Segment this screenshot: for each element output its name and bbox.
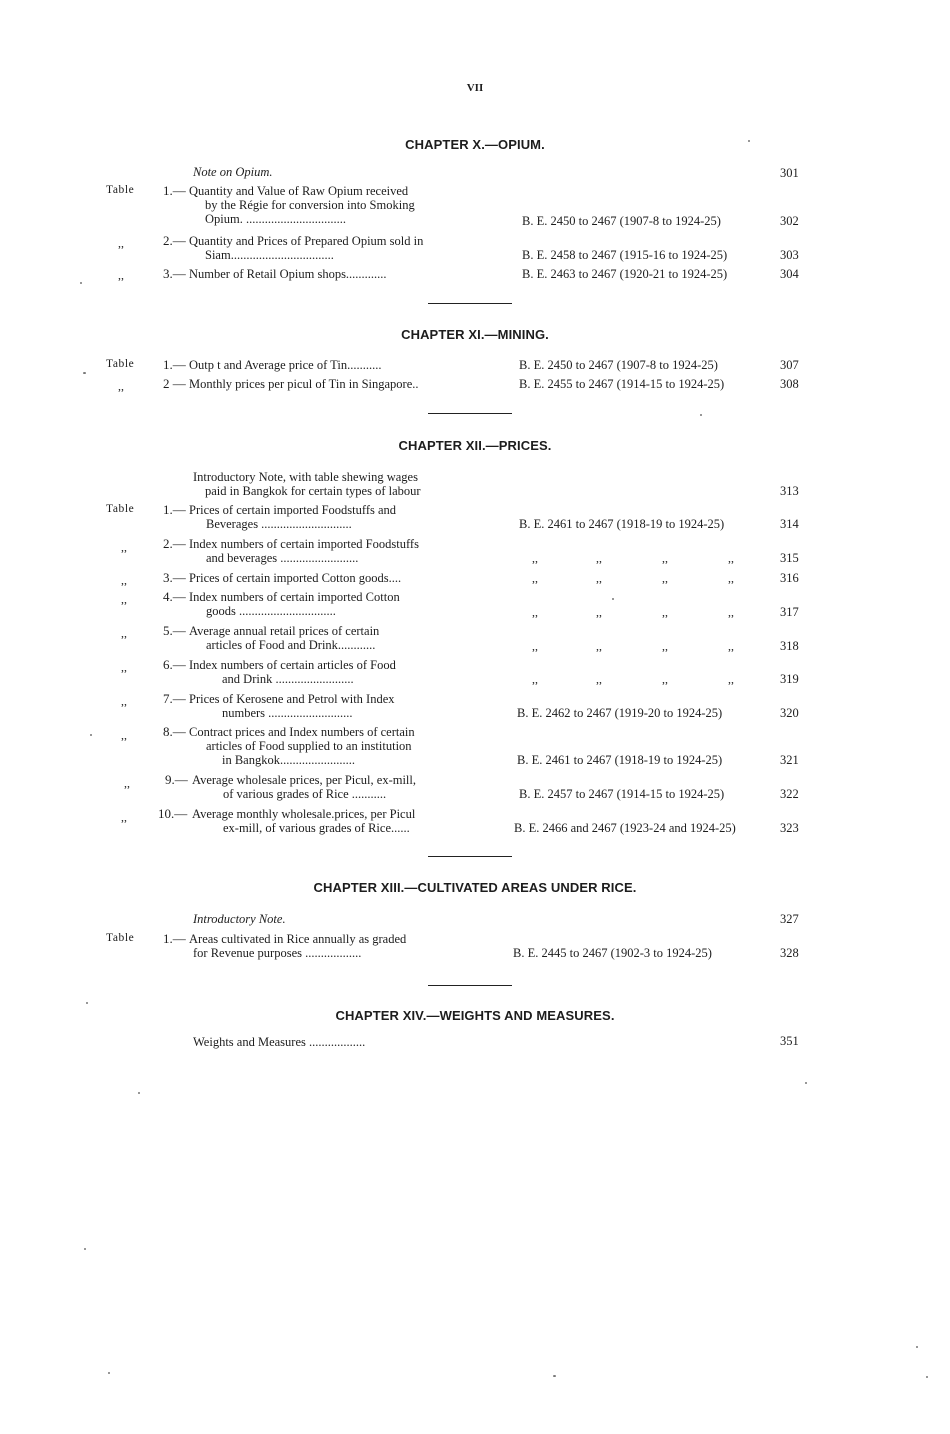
entry-description (189, 725, 415, 767)
scan-speck (108, 1372, 110, 1374)
entry-page: 328 (780, 946, 799, 960)
ditto-mark: ,, (662, 672, 668, 686)
chapter-xiii-title: CHAPTER XIII.—CULTIVATED AREAS UNDER RICE. (313, 880, 637, 895)
chapter-x-note: Note on Opium. (193, 165, 273, 179)
chapter-xii-title: CHAPTER XII.—PRICES. (398, 438, 552, 453)
entry-description-line: Average annual retail prices of certain (189, 624, 380, 638)
entry-description (192, 773, 416, 801)
entry-years: B. E. 2463 to 2467 (1920-21 to 1924-25) (522, 267, 728, 281)
entry-page: 314 (780, 517, 799, 531)
entry-number: 3.— (163, 266, 186, 281)
entry-page: 316 (780, 571, 799, 585)
scan-speck (84, 1248, 86, 1250)
ditto-mark: ,, (728, 571, 734, 585)
entry-description (189, 932, 406, 960)
table-label: Table (106, 932, 135, 944)
ditto-mark: ,, (662, 551, 668, 565)
ditto-mark: ,, (121, 592, 127, 606)
section-divider (428, 303, 512, 304)
ditto-mark: ,, (596, 551, 602, 565)
ditto-mark: ,, (118, 236, 124, 250)
entry-page: 320 (780, 706, 799, 720)
entry-number: 5.— (163, 623, 186, 638)
entry-description-line: Beverages ............................. (206, 517, 352, 531)
entry-description-line: of various grades of Rice ........... (223, 787, 387, 801)
entry-description-line: Average monthly wholesale.prices, per Picul (192, 807, 416, 821)
entry-description-line: articles of Food and Drink............ (206, 638, 376, 652)
entry-years: B. E. 2466 and 2467 (1923-24 and 1924-25) (514, 821, 736, 835)
entry-page: 315 (780, 551, 799, 565)
scan-speck (86, 1002, 88, 1004)
scan-speck (926, 1376, 928, 1378)
entry-page: 304 (780, 267, 799, 281)
entry-description-line: paid in Bangkok for certain types of labour (205, 484, 421, 498)
entry-page: 351 (780, 1034, 799, 1048)
entry-description (189, 184, 415, 226)
entry-number: 1.— (163, 502, 186, 517)
entry-description-line: Introductory Note, with table shewing wages (193, 470, 418, 484)
entry-page: 321 (780, 753, 799, 767)
entry-page: 308 (780, 377, 799, 391)
entry-description-line: and beverages ......................... (206, 551, 359, 565)
table-label: Table (106, 503, 135, 515)
entry-description-line: Outp t and Average price of Tin........... (189, 358, 382, 372)
entry-description (189, 537, 419, 565)
entry-description-line: Quantity and Value of Raw Opium received (189, 184, 409, 198)
entry-description-line: by the Régie for conversion into Smoking (205, 198, 415, 212)
entry-number: 6.— (163, 657, 186, 672)
entry-description (193, 1035, 365, 1049)
entry-years: B. E. 2461 to 2467 (1918-19 to 1924-25) (517, 753, 723, 767)
ditto-mark: ,, (728, 605, 734, 619)
scan-speck (612, 598, 614, 600)
entry-description-line: and Drink ......................... (222, 672, 354, 686)
entry-years: B. E. 2455 to 2467 (1914-15 to 1924-25) (519, 377, 725, 391)
scan-speck (90, 734, 92, 736)
ditto-mark: ,, (118, 379, 124, 393)
entry-description-line: goods ............................... (206, 604, 336, 618)
ditto-mark: ,, (728, 639, 734, 653)
chapter-xiii-note-page: 327 (780, 912, 799, 926)
chapter-x-note-page: 301 (780, 166, 799, 180)
scan-speck (748, 140, 750, 142)
entry-number: 3.— (163, 570, 186, 585)
entry-description (189, 624, 379, 652)
entry-description (189, 590, 400, 618)
scan-speck (83, 372, 86, 374)
ditto-mark: ,, (596, 639, 602, 653)
section-divider (428, 985, 512, 986)
entry-description-line: Prices of certain imported Cotton goods.... (189, 571, 402, 585)
ditto-mark: ,, (124, 776, 130, 790)
entry-description-line: in Bangkok........................ (222, 753, 355, 767)
ditto-mark: ,, (532, 639, 538, 653)
scan-speck (916, 1346, 918, 1348)
ditto-mark: ,, (662, 571, 668, 585)
entry-page: 322 (780, 787, 799, 801)
entry-page: 323 (780, 821, 799, 835)
table-label: Table (106, 184, 135, 196)
entry-number: 1.— (163, 183, 186, 198)
ditto-mark: ,, (121, 694, 127, 708)
entry-number: 2 — (163, 376, 186, 391)
entry-description (189, 692, 395, 720)
ditto-mark: ,, (121, 728, 127, 742)
entry-years: B. E. 2445 to 2467 (1902-3 to 1924-25) (513, 946, 712, 960)
entry-page: 319 (780, 672, 799, 686)
entry-page: 318 (780, 639, 799, 653)
entry-description-line: articles of Food supplied to an institution (206, 739, 412, 753)
entry-description (189, 377, 419, 391)
entry-description (189, 358, 381, 372)
entry-description (189, 571, 401, 585)
section-divider (428, 413, 512, 414)
chapter-xiii-note: Introductory Note. (193, 912, 286, 926)
entry-number: 1.— (163, 931, 186, 946)
entry-description-line: Siam................................. (205, 248, 334, 262)
entry-years: B. E. 2462 to 2467 (1919-20 to 1924-25) (517, 706, 723, 720)
entry-page: 302 (780, 214, 799, 228)
entry-description (193, 470, 421, 498)
chapter-xi-title: CHAPTER XI.—MINING. (401, 327, 549, 342)
entry-description-line: for Revenue purposes .................. (193, 946, 362, 960)
entry-number: 7.— (163, 691, 186, 706)
ditto-mark: ,, (662, 639, 668, 653)
chapter-xiv-title: CHAPTER XIV.—WEIGHTS AND MEASURES. (335, 1008, 615, 1023)
ditto-mark: ,, (121, 573, 127, 587)
ditto-mark: ,, (121, 540, 127, 554)
entry-description (189, 658, 396, 686)
ditto-mark: ,, (532, 672, 538, 686)
ditto-mark: ,, (121, 810, 127, 824)
entry-description-line: Prices of Kerosene and Petrol with Index (189, 692, 395, 706)
entry-years: B. E. 2458 to 2467 (1915-16 to 1924-25) (522, 248, 728, 262)
scan-speck (80, 282, 82, 284)
ditto-mark: ,, (662, 605, 668, 619)
entry-number: 10.— (158, 806, 188, 821)
entry-years: B. E. 2450 to 2467 (1907-8 to 1924-25) (522, 214, 721, 228)
entry-description-line: Weights and Measures .................. (193, 1035, 366, 1049)
entry-description-line: Index numbers of certain articles of Food (189, 658, 396, 672)
entry-description-line: Quantity and Prices of Prepared Opium sold in (189, 234, 424, 248)
ditto-mark: ,, (596, 571, 602, 585)
entry-number: 8.— (163, 724, 186, 739)
page-number: VII (466, 82, 484, 94)
table-label: Table (106, 358, 135, 370)
entry-description-line: Areas cultivated in Rice annually as graded (189, 932, 407, 946)
entry-description-line: Index numbers of certain imported Cotton (189, 590, 400, 604)
entry-page: 313 (780, 484, 799, 498)
entry-description (192, 807, 415, 835)
section-divider (428, 856, 512, 857)
scan-speck (138, 1092, 140, 1094)
entry-description-line: Contract prices and Index numbers of certain (189, 725, 415, 739)
entry-number: 9.— (165, 772, 188, 787)
ditto-mark: ,, (596, 672, 602, 686)
entry-number: 4.— (163, 589, 186, 604)
scan-speck (553, 1375, 556, 1377)
entry-description-line: Monthly prices per picul of Tin in Singapore.. (189, 377, 419, 391)
entry-years: B. E. 2461 to 2467 (1918-19 to 1924-25) (519, 517, 725, 531)
ditto-mark: ,, (532, 571, 538, 585)
chapter-x-title: CHAPTER X.—OPIUM. (405, 137, 545, 152)
ditto-mark: ,, (118, 268, 124, 282)
entry-description-line: Index numbers of certain imported Foodstuffs (189, 537, 419, 551)
entry-years: B. E. 2450 to 2467 (1907-8 to 1924-25) (519, 358, 718, 372)
entry-description-line: Prices of certain imported Foodstuffs and (189, 503, 397, 517)
entry-description-line: Average wholesale prices, per Picul, ex-mill, (192, 773, 416, 787)
entry-description (189, 503, 396, 531)
scan-speck (700, 414, 702, 416)
entry-number: 2.— (163, 233, 186, 248)
ditto-mark: ,, (532, 551, 538, 565)
entry-description (189, 234, 423, 262)
ditto-mark: ,, (596, 605, 602, 619)
ditto-mark: ,, (728, 672, 734, 686)
ditto-mark: ,, (728, 551, 734, 565)
entry-number: 2.— (163, 536, 186, 551)
entry-years: B. E. 2457 to 2467 (1914-15 to 1924-25) (519, 787, 725, 801)
entry-page: 303 (780, 248, 799, 262)
entry-page: 317 (780, 605, 799, 619)
entry-description (189, 267, 387, 281)
entry-description-line: ex-mill, of various grades of Rice...... (223, 821, 410, 835)
entry-description-line: numbers ........................... (222, 706, 353, 720)
entry-page: 307 (780, 358, 799, 372)
entry-description-line: Opium. ................................ (205, 212, 346, 226)
entry-description-line: Number of Retail Opium shops............. (189, 267, 387, 281)
entry-number: 1.— (163, 357, 186, 372)
ditto-mark: ,, (532, 605, 538, 619)
ditto-mark: ,, (121, 660, 127, 674)
ditto-mark: ,, (121, 626, 127, 640)
scan-speck (805, 1082, 807, 1084)
